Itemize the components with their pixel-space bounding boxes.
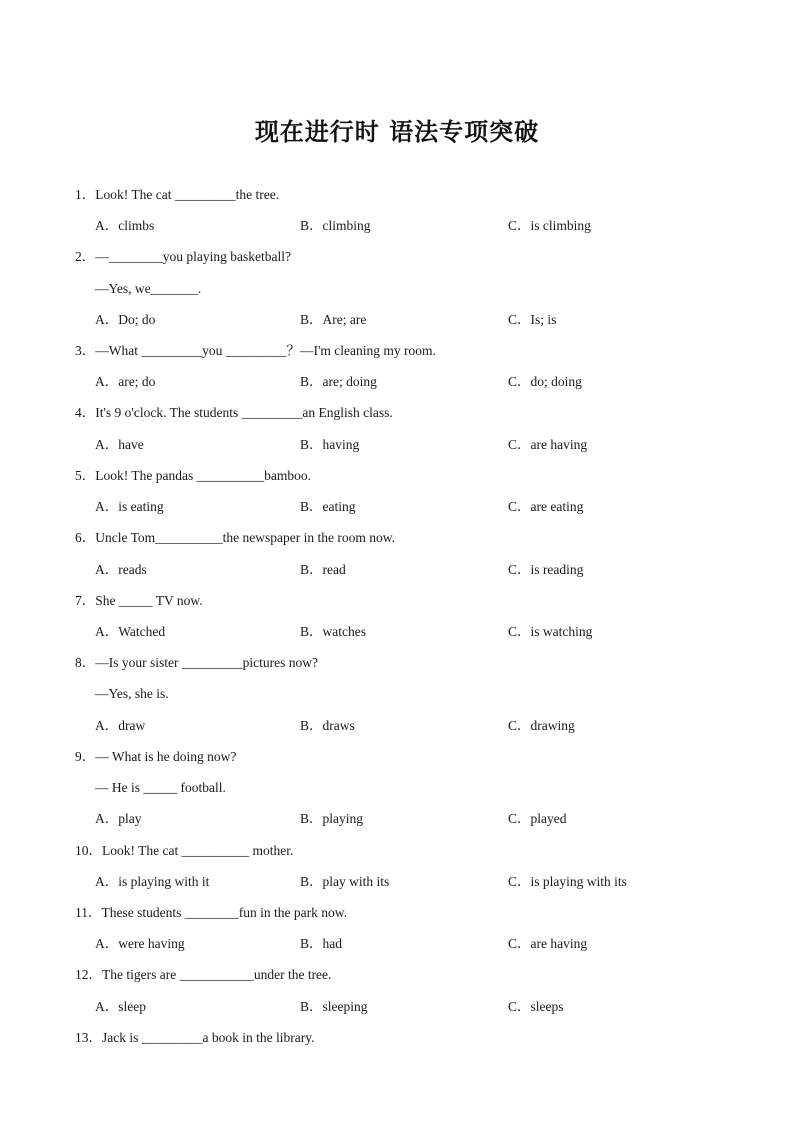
question-9-option-c: C．played — [508, 811, 567, 826]
question-11-option-c: C．are having — [508, 936, 588, 951]
question-11-stem: 11．These students ________fun in the park now. — [75, 905, 347, 920]
question-10-option-a: A．is playing with it — [95, 874, 210, 889]
question-8-option-b: B．draws — [300, 718, 355, 733]
question-10-option-c: C．is playing with its — [508, 874, 627, 889]
question-11-option-a: A．were having — [95, 936, 185, 951]
question-11-option-b: B．had — [300, 936, 342, 951]
question-6-option-c: C．is reading — [508, 562, 584, 577]
question-4-option-c: C．are having — [508, 437, 588, 452]
question-3-option-a: A．are; do — [95, 374, 156, 389]
question-4-stem: 4．It's 9 o'clock. The students _________an English class. — [75, 405, 393, 420]
question-8-reply: —Yes, she is. — [95, 686, 169, 701]
question-4-option-a: A．have — [95, 437, 144, 452]
question-7-option-c: C．is watching — [508, 624, 593, 639]
question-7-stem: 7．She _____ TV now. — [75, 593, 203, 608]
question-9-option-a: A．play — [95, 811, 142, 826]
question-10-option-b: B．play with its — [300, 874, 390, 889]
question-7-option-b: B．watches — [300, 624, 366, 639]
question-5-option-c: C．are eating — [508, 499, 584, 514]
question-8-stem: 8．—Is your sister _________pictures now? — [75, 655, 318, 670]
question-3-option-b: B．are; doing — [300, 374, 377, 389]
question-2-stem: 2．—________you playing basketball? — [75, 249, 291, 264]
question-12-option-a: A．sleep — [95, 999, 146, 1014]
question-6-option-a: A．reads — [95, 562, 147, 577]
question-8-option-c: C．drawing — [508, 718, 575, 733]
question-6-option-b: B．read — [300, 562, 346, 577]
question-1-stem: 1．Look! The cat _________the tree. — [75, 187, 280, 202]
question-7-option-a: A．Watched — [95, 624, 166, 639]
question-5-option-a: A．is eating — [95, 499, 164, 514]
question-9-reply: — He is _____ football. — [95, 780, 226, 795]
question-3-option-c: C．do; doing — [508, 374, 582, 389]
question-5-option-b: B．eating — [300, 499, 356, 514]
question-1-option-c: C．is climbing — [508, 218, 591, 233]
question-2-option-c: C．Is; is — [508, 312, 557, 327]
question-12-stem: 12．The tigers are ___________under the tree. — [75, 967, 332, 982]
question-9-option-b: B．playing — [300, 811, 363, 826]
question-1-option-b: B．climbing — [300, 218, 371, 233]
question-2-option-b: B．Are; are — [300, 312, 367, 327]
question-12-option-c: C．sleeps — [508, 999, 564, 1014]
question-10-stem: 10．Look! The cat __________ mother. — [75, 843, 294, 858]
question-6-stem: 6．Uncle Tom__________the newspaper in the room now. — [75, 530, 395, 545]
question-9-stem: 9．— What is he doing now? — [75, 749, 237, 764]
page-title: 现在进行时 语法专项突破 — [254, 118, 540, 146]
question-13-stem: 13．Jack is _________a book in the library. — [75, 1030, 315, 1045]
question-2-option-a: A．Do; do — [95, 312, 156, 327]
question-4-option-b: B．having — [300, 437, 360, 452]
question-1-option-a: A．climbs — [95, 218, 155, 233]
question-3-stem: 3．—What _________you _________？—I'm cleaning my room. — [75, 343, 436, 358]
question-2-reply: —Yes, we_______. — [95, 281, 202, 296]
question-5-stem: 5．Look! The pandas __________bamboo. — [75, 468, 311, 483]
question-8-option-a: A．draw — [95, 718, 146, 733]
question-12-option-b: B．sleeping — [300, 999, 368, 1014]
